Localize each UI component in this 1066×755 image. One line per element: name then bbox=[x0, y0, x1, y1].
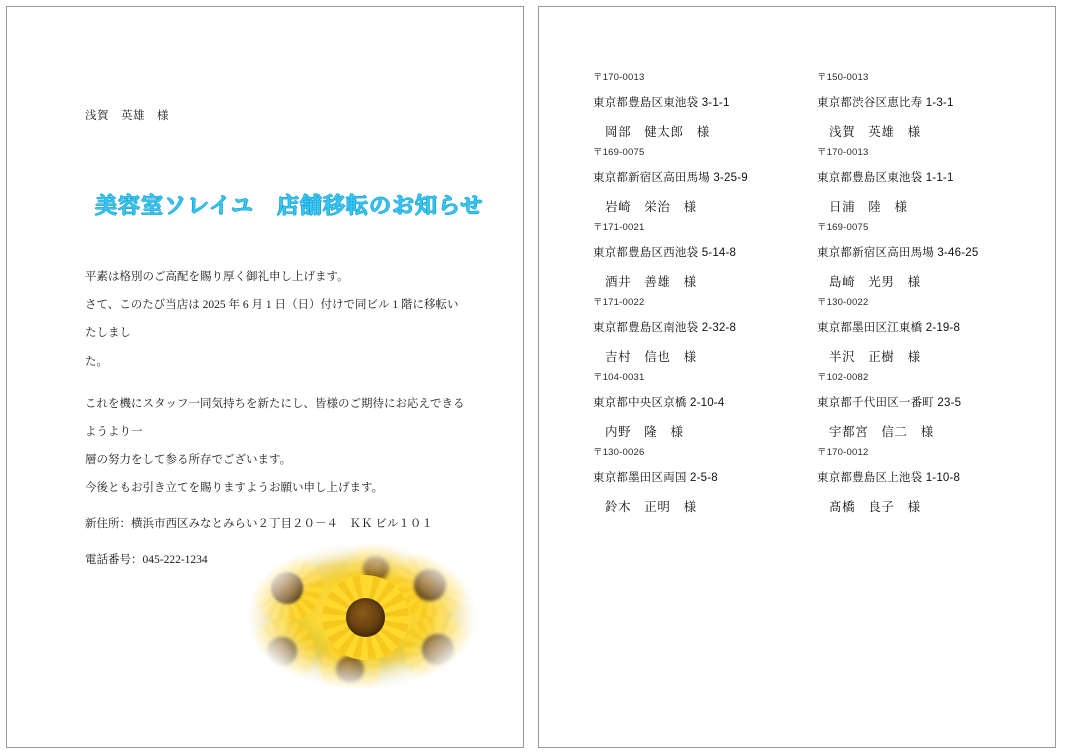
label-recipient-name: 酒井 善雄 様 bbox=[605, 275, 697, 289]
letter-phone: 電話番号：045-222-1234 bbox=[85, 553, 208, 566]
label-postal-code: 〒130-0026 bbox=[593, 447, 645, 458]
label-postal-code: 〒171-0021 bbox=[593, 222, 645, 233]
label-postal-code: 〒102-0082 bbox=[817, 372, 869, 383]
label-address: 東京都豊島区南池袋 2-32-8 bbox=[593, 322, 737, 334]
label-recipient-name: 岡部 健太郎 様 bbox=[605, 125, 710, 139]
sunflower-image bbox=[245, 542, 479, 690]
letter-body-line: 平素は格別のご高配を賜り厚く御礼申し上げます。 bbox=[85, 271, 349, 283]
label-address: 東京都豊島区東池袋 3-1-1 bbox=[593, 97, 730, 109]
address-label bbox=[593, 434, 781, 514]
address-label bbox=[817, 209, 1005, 289]
address-label bbox=[593, 209, 781, 289]
letter-body-line: これを機にスタッフ一同気持ちを新たにし、皆様のご期待にお応えできるようより一 bbox=[85, 397, 465, 438]
label-recipient-name: 日浦 陸 様 bbox=[829, 200, 908, 214]
label-recipient-name: 浅賀 英雄 様 bbox=[829, 125, 921, 139]
label-address: 東京都中央区京橋 2-10-4 bbox=[593, 397, 725, 409]
address-label bbox=[593, 59, 781, 139]
label-postal-code: 〒170-0013 bbox=[817, 147, 869, 158]
sunflower-bloom bbox=[404, 616, 472, 683]
letter-title: 美容室ソレイユ 店舗移転のお知らせ bbox=[95, 193, 484, 218]
labels-page bbox=[538, 6, 1056, 748]
label-recipient-name: 半沢 正樹 様 bbox=[829, 350, 921, 364]
label-address: 東京都豊島区西池袋 5-14-8 bbox=[593, 247, 737, 259]
address-label bbox=[817, 434, 1005, 514]
address-label bbox=[817, 134, 1005, 214]
letter-body bbox=[85, 263, 465, 502]
sunflower-bloom bbox=[250, 619, 316, 684]
label-recipient-name: 髙橋 良子 様 bbox=[829, 500, 921, 514]
address-label bbox=[817, 59, 1005, 139]
label-address: 東京都渋谷区恵比寿 1-3-1 bbox=[817, 97, 954, 109]
letter-body-line: 層の努力をして参る所存でございます。 bbox=[85, 454, 292, 467]
label-postal-code: 〒170-0012 bbox=[817, 447, 869, 458]
address-label-grid bbox=[593, 59, 1005, 514]
label-postal-code: 〒130-0022 bbox=[817, 297, 869, 308]
address-label bbox=[593, 359, 781, 439]
label-recipient-name: 鈴木 正明 様 bbox=[605, 500, 697, 514]
label-address: 東京都墨田区江東橋 2-19-8 bbox=[817, 322, 961, 334]
flower-core bbox=[271, 572, 303, 603]
letter-body-spacer bbox=[85, 376, 465, 390]
label-recipient-name: 宇都宮 信二 様 bbox=[829, 425, 934, 439]
label-postal-code: 〒169-0075 bbox=[817, 222, 869, 233]
letter-body-line: た。 bbox=[85, 355, 108, 368]
label-address: 東京都豊島区上池袋 1-10-8 bbox=[817, 472, 961, 484]
flower-core bbox=[422, 634, 453, 665]
letter-body-line: 今後ともお引き立てを賜りますようお願い申し上げます。 bbox=[85, 482, 384, 495]
label-postal-code: 〒169-0075 bbox=[593, 147, 645, 158]
sunflower-bloom bbox=[252, 554, 322, 622]
address-label bbox=[817, 359, 1005, 439]
label-recipient-name: 岩崎 栄治 様 bbox=[605, 200, 697, 214]
label-postal-code: 〒150-0013 bbox=[817, 72, 869, 83]
label-address: 東京都墨田区両国 2-5-8 bbox=[593, 472, 718, 484]
label-address: 東京都新宿区高田馬場 3-25-9 bbox=[593, 172, 748, 184]
letter-content bbox=[7, 7, 523, 747]
label-recipient-name: 島崎 光男 様 bbox=[829, 275, 921, 289]
letter-body-line: さて、このたび当店は 2025 年 6 月 1 日（日）付けで同ビル 1 階に移転いたしまし bbox=[85, 299, 459, 340]
label-recipient-name: 内野 隆 様 bbox=[605, 425, 684, 439]
label-postal-code: 〒171-0022 bbox=[593, 297, 645, 308]
label-address: 東京都新宿区高田馬場 3-46-25 bbox=[817, 247, 979, 259]
flower-core bbox=[414, 569, 446, 600]
letter-page bbox=[6, 6, 524, 748]
address-label bbox=[817, 284, 1005, 364]
address-label bbox=[593, 134, 781, 214]
label-postal-code: 〒170-0013 bbox=[593, 72, 645, 83]
label-address: 東京都豊島区東池袋 1-1-1 bbox=[817, 172, 954, 184]
sunflower-bloom-main bbox=[322, 575, 409, 661]
address-label bbox=[593, 284, 781, 364]
letter-addressee: 浅賀 英雄 様 bbox=[85, 110, 169, 122]
letter-new-address: 新住所：横浜市西区みなとみらい２丁目２０－４ ＫＫ ビル１０１ bbox=[85, 518, 433, 530]
label-address: 東京都千代田区一番町 23-5 bbox=[817, 397, 962, 409]
label-postal-code: 〒104-0031 bbox=[593, 372, 645, 383]
label-recipient-name: 吉村 信也 様 bbox=[605, 350, 697, 364]
